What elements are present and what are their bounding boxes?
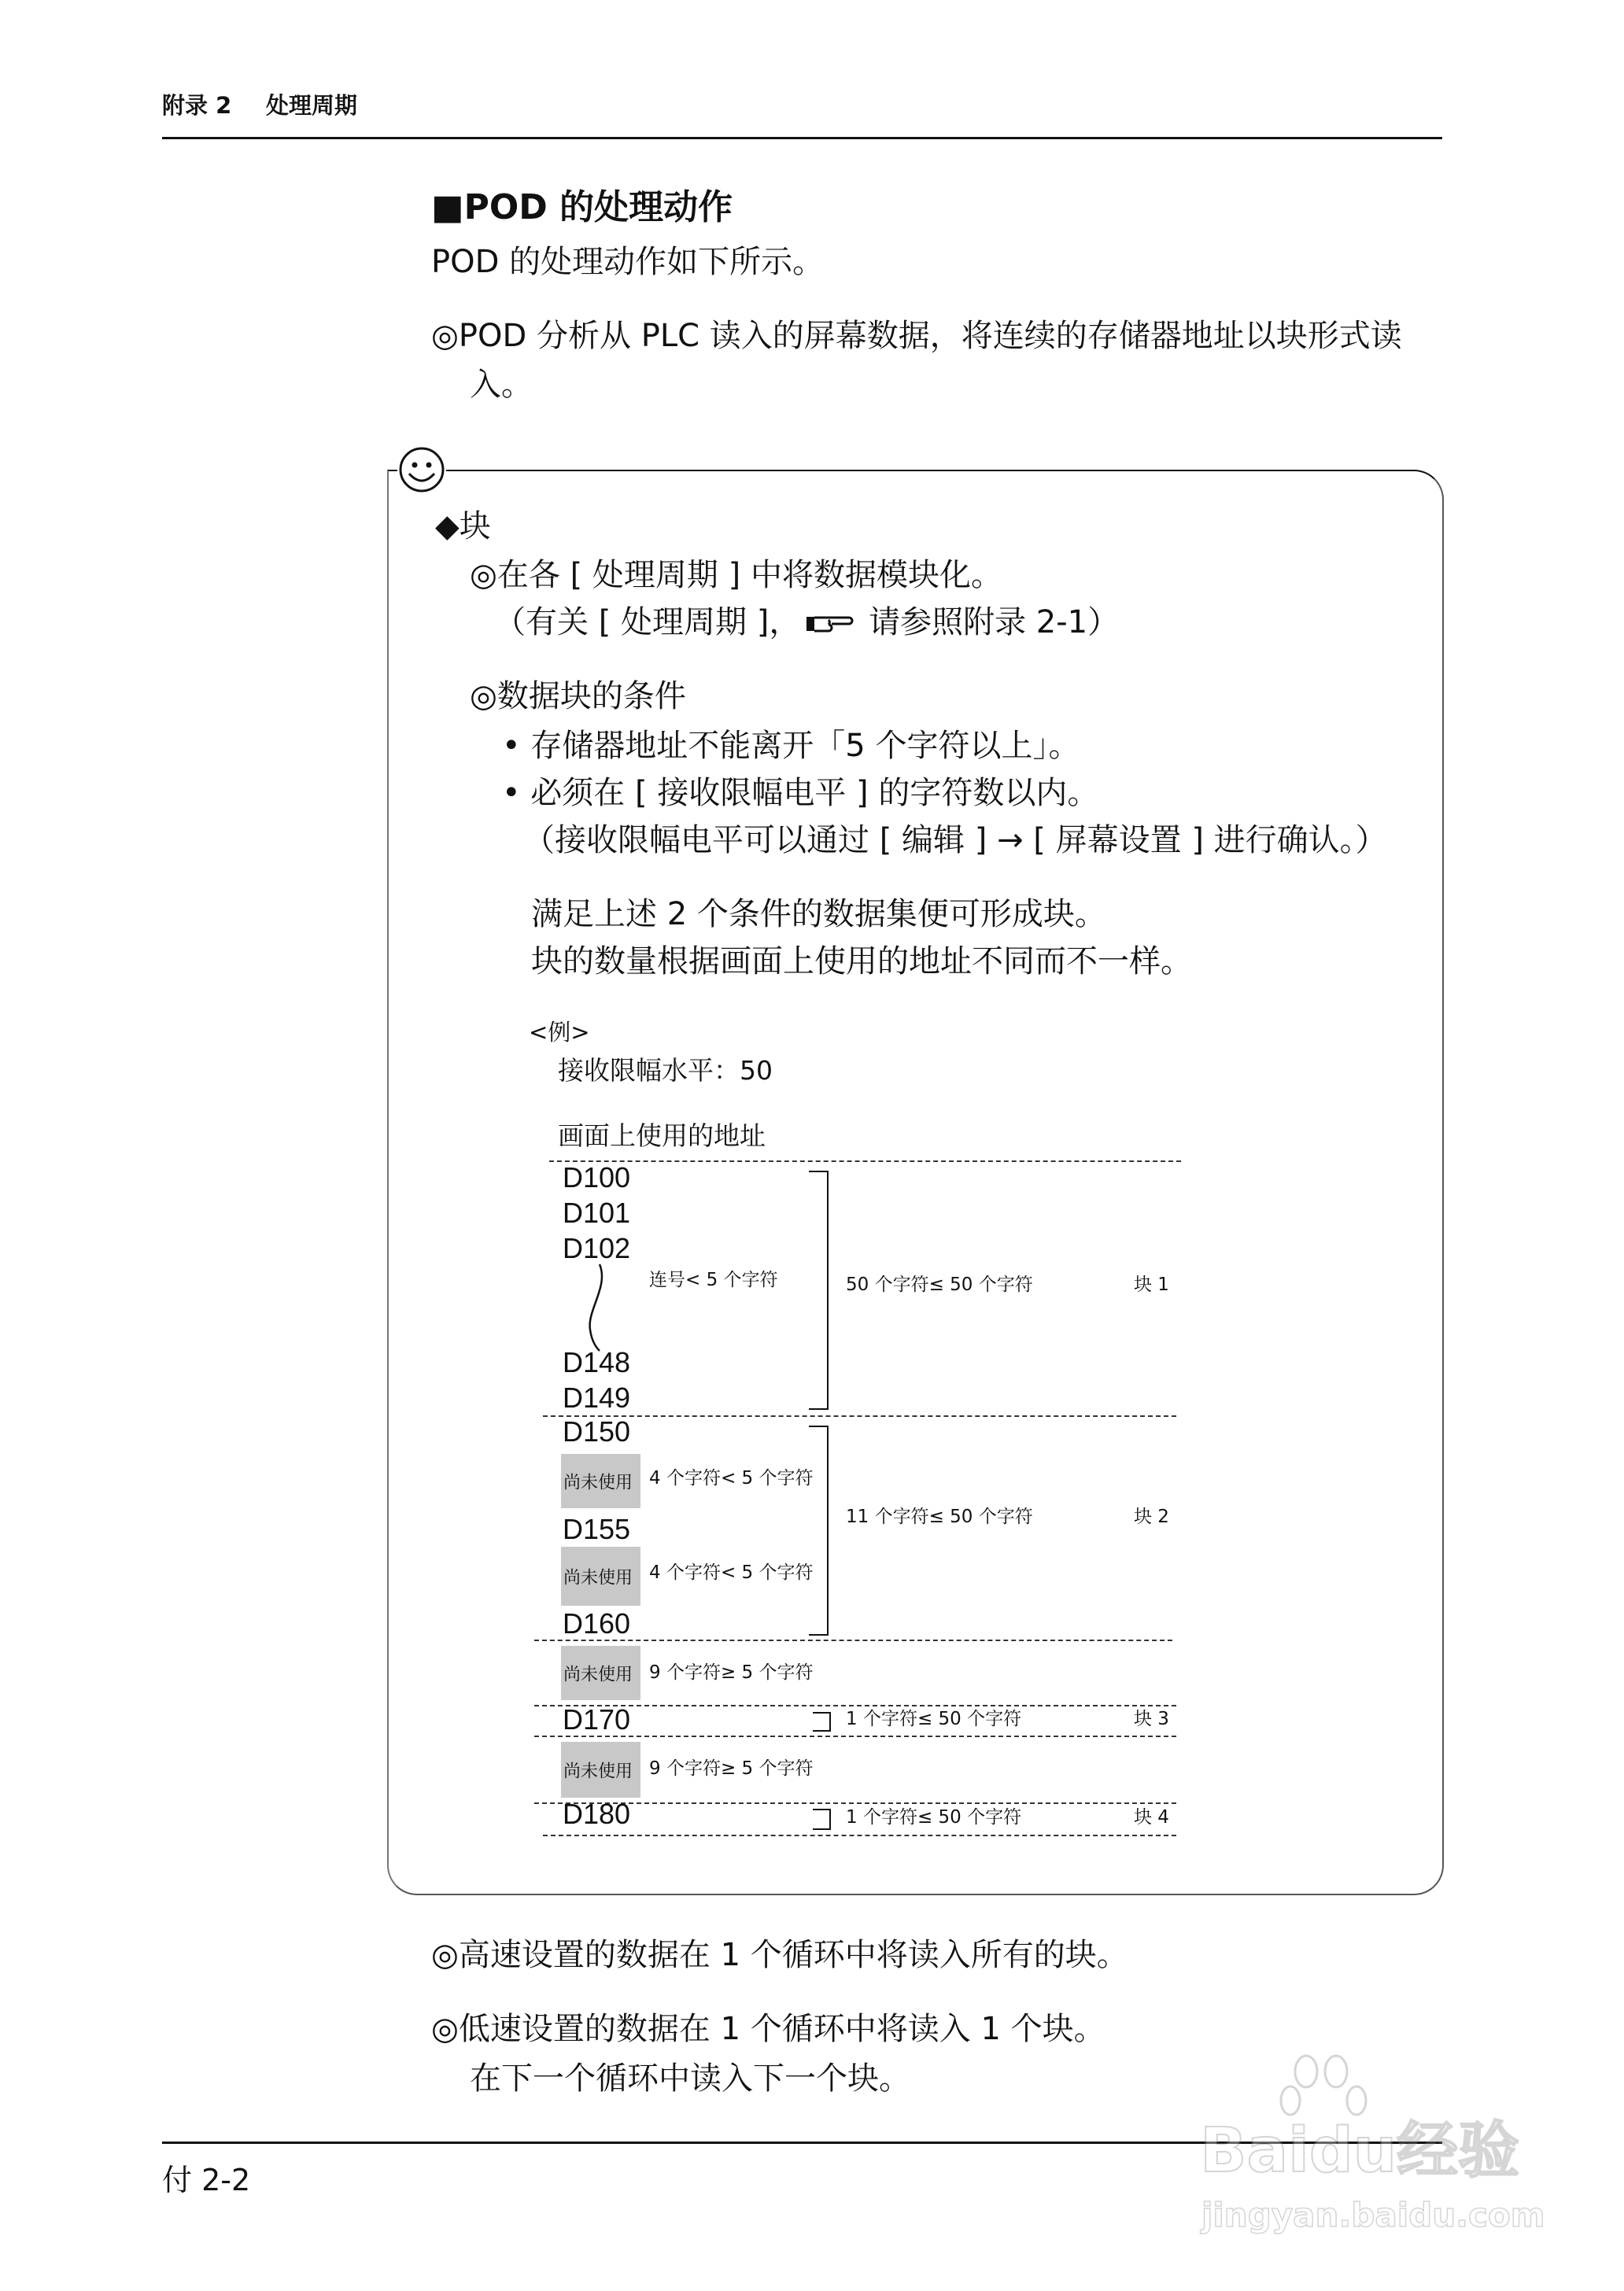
- divider: [534, 1802, 1176, 1804]
- unused-cell: 尚未使用: [561, 1547, 640, 1606]
- unused-cell: 尚未使用: [561, 1742, 640, 1798]
- after-line-2: ◎低速设置的数据在 1 个循环中将读入 1 个块。: [431, 2011, 1105, 2047]
- block-bracket: [809, 1171, 829, 1410]
- address: D148: [563, 1346, 631, 1378]
- box-item-1-ref: [494, 604, 1120, 640]
- divider: [534, 1640, 1172, 1641]
- block-name: 块 1: [1134, 1275, 1169, 1295]
- block-size: 1 个字符≤ 50 个字符: [846, 1807, 1022, 1828]
- address: D100: [563, 1161, 631, 1193]
- divider: [534, 1705, 1176, 1706]
- summary-2: 块的数量根据画面上使用的地址不同而不一样。: [531, 943, 1192, 979]
- header-rule: [162, 137, 1442, 139]
- address: D180: [563, 1798, 631, 1830]
- unused-cell: 尚未使用: [561, 1454, 640, 1508]
- address: D150: [563, 1415, 631, 1448]
- box-item-2: ◎数据块的条件: [470, 678, 686, 714]
- after-line-1: ◎高速设置的数据在 1 个循环中将读入所有的块。: [431, 1937, 1128, 1973]
- block-size: 1 个字符≤ 50 个字符: [846, 1709, 1022, 1729]
- summary-1: 满足上述 2 个条件的数据集便可形成块。: [531, 896, 1106, 932]
- address: D101: [563, 1197, 631, 1229]
- page-number: 付 2-2: [162, 2163, 251, 2197]
- ref-suffix: 请参照附录 2-1）: [858, 604, 1120, 640]
- bullet-1: • 存储器地址不能离开「5 个字符以上」。: [502, 728, 1080, 764]
- gap-note: 9 个字符≥ 5 个字符: [649, 1758, 814, 1779]
- smiley-icon: [397, 445, 446, 494]
- example-label: <例>: [529, 1019, 590, 1046]
- block-bracket: [813, 1712, 831, 1732]
- address: D160: [563, 1607, 631, 1640]
- block-name: 块 3: [1134, 1709, 1169, 1729]
- box-item-1: ◎在各 [ 处理周期 ] 中将数据模块化。: [470, 557, 1002, 593]
- watermark-url: jingyan.baidu.com: [1201, 2196, 1545, 2234]
- address: D170: [563, 1703, 631, 1736]
- gap-note: 4 个字符< 5 个字符: [649, 1562, 814, 1583]
- header-chapter: 附录 2: [162, 92, 232, 119]
- watermark-brand: Baidu经验: [1200, 2116, 1520, 2186]
- baidu-watermark: [1153, 2049, 1546, 2254]
- address: D149: [563, 1382, 631, 1414]
- unused-cell: 尚未使用: [561, 1646, 640, 1700]
- section-intro: POD 的处理动作如下所示。: [431, 244, 825, 280]
- address: D102: [563, 1232, 631, 1264]
- point-1: ◎POD 分析从 PLC 读入的屏幕数据，将连续的存储器地址以块形式读: [431, 318, 1402, 354]
- omission-wave-icon: [582, 1263, 614, 1353]
- block-size: 50 个字符≤ 50 个字符: [846, 1275, 1033, 1295]
- point-1-cont: 入。: [470, 367, 533, 403]
- divider: [534, 1736, 1176, 1737]
- ref-prefix: （有关 [ 处理周期 ]，: [494, 604, 801, 640]
- divider: [543, 1415, 1176, 1417]
- bullet-2: • 必须在 [ 接收限幅电平 ] 的字符数以内。: [502, 775, 1099, 811]
- block-bracket: [809, 1426, 829, 1636]
- address: D155: [563, 1513, 631, 1545]
- divider: [543, 1835, 1176, 1836]
- block-size: 11 个字符≤ 50 个字符: [846, 1507, 1033, 1527]
- header-title: 处理周期: [266, 92, 358, 119]
- box-heading: ◆块: [435, 508, 491, 544]
- section-title: ■POD 的处理动作: [431, 187, 733, 227]
- gap-note: 4 个字符< 5 个字符: [649, 1468, 814, 1489]
- gap-note: 连号< 5 个字符: [649, 1270, 778, 1290]
- bullet-2-note: （接收限幅电平可以通过 [ 编辑 ] → [ 屏幕设置 ] 进行确认。）: [523, 822, 1387, 858]
- divider: [549, 1160, 1181, 1162]
- pointing-hand-icon: [805, 608, 854, 640]
- after-line-3: 在下一个循环中读入下一个块。: [470, 2060, 910, 2097]
- example-column-header: 画面上使用的地址: [558, 1120, 766, 1151]
- example-threshold: 接收限幅水平：50: [558, 1055, 773, 1086]
- block-bracket: [813, 1809, 831, 1830]
- block-name: 块 2: [1134, 1507, 1169, 1527]
- gap-note: 9 个字符≥ 5 个字符: [649, 1662, 814, 1683]
- block-name: 块 4: [1134, 1807, 1169, 1828]
